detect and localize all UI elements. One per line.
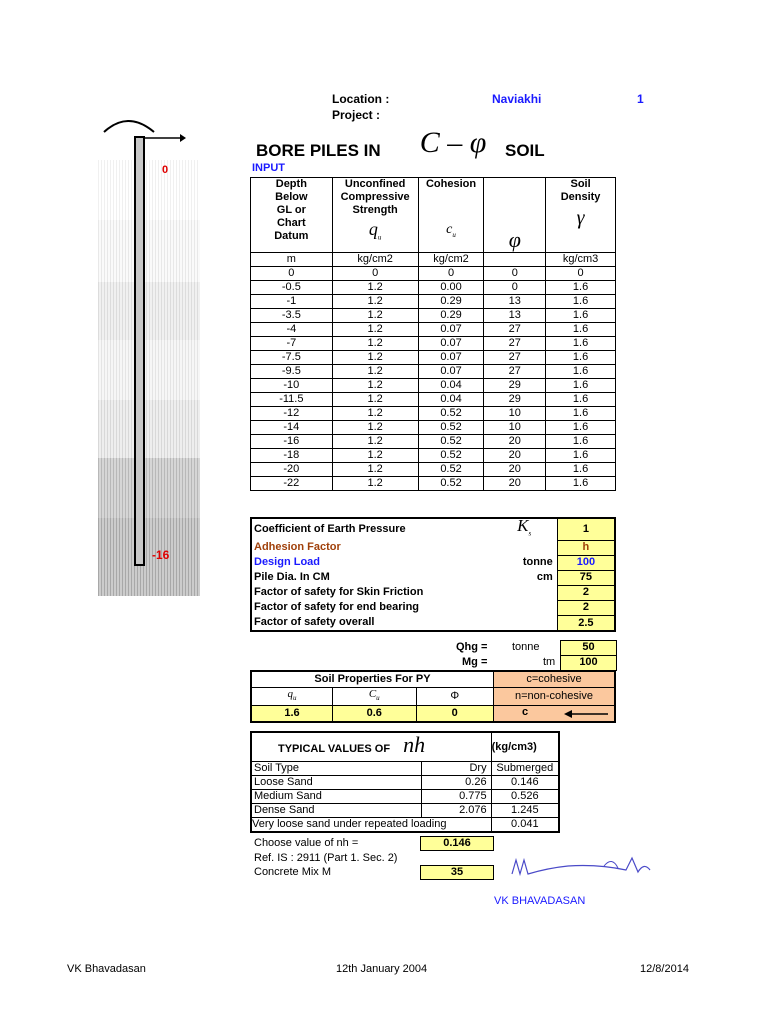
nh-row <box>251 776 559 790</box>
soil-table-cell[interactable]: 1.6 <box>546 281 616 295</box>
parameter-value[interactable]: 75 <box>557 570 615 585</box>
header-line: Chart <box>276 217 306 229</box>
soil-table-cell[interactable]: 1.6 <box>546 379 616 393</box>
soil-table-cell[interactable]: 0.00 <box>418 281 484 295</box>
parameter-value[interactable]: 1 <box>557 518 615 540</box>
soil-table-cell[interactable]: 1.6 <box>546 365 616 379</box>
soil-table-cell[interactable]: 0.52 <box>418 421 484 435</box>
soil-table-cell[interactable]: 0.07 <box>418 323 484 337</box>
nh-title: TYPICAL VALUES OF <box>278 743 391 755</box>
nh-row <box>251 790 559 804</box>
soil-table-cell[interactable]: 1.2 <box>332 365 418 379</box>
pile-shaft <box>134 136 145 566</box>
soil-table-cell[interactable]: 20 <box>484 435 546 449</box>
mg-label: Mg = <box>462 656 488 668</box>
soil-table-cell[interactable]: 1.6 <box>546 393 616 407</box>
soil-table-row <box>251 267 616 281</box>
parameter-unit <box>496 540 558 555</box>
header-cohesion <box>418 178 484 253</box>
soil-table-cell[interactable]: 29 <box>484 393 546 407</box>
soil-table-cell[interactable]: 20 <box>484 449 546 463</box>
page-title: BORE PILES IN <box>256 141 381 160</box>
soil-table-cell[interactable]: 20 <box>484 463 546 477</box>
soil-table-row <box>251 309 616 323</box>
soil-table-cell[interactable]: 1.6 <box>546 449 616 463</box>
nh-cell: Medium Sand <box>251 790 422 804</box>
parameter-row <box>251 540 615 555</box>
py-header-cu: $C_u$ <box>333 688 416 706</box>
soil-table-cell[interactable]: 0.52 <box>418 463 484 477</box>
nh-cell: Loose Sand <box>251 776 422 790</box>
parameter-row <box>251 585 615 600</box>
soil-table-body <box>251 267 616 491</box>
header-line: Datum <box>274 230 309 242</box>
nh-row <box>251 762 559 776</box>
soil-table-cell[interactable]: 1.2 <box>332 435 418 449</box>
soil-table-cell[interactable]: -7 <box>251 337 333 351</box>
soil-table-header-row <box>251 178 616 253</box>
py-header-qu: $q_u$ <box>251 688 333 706</box>
soil-table-cell[interactable]: 0.07 <box>418 351 484 365</box>
soil-table-row <box>251 365 616 379</box>
header-line: GL or <box>276 204 306 216</box>
py-properties-table <box>250 670 616 723</box>
soil-table-cell[interactable]: -20 <box>251 463 333 477</box>
header-phi <box>484 178 546 253</box>
soil-table-row <box>251 393 616 407</box>
parameter-row <box>251 570 615 585</box>
header-line: Unconfined <box>344 178 406 190</box>
soil-table-cell[interactable]: 1.6 <box>546 477 616 491</box>
title-soil: SOIL <box>505 141 545 160</box>
parameter-unit: tonne <box>522 556 553 569</box>
soil-table-cell[interactable]: 1.2 <box>332 323 418 337</box>
soil-table-cell[interactable]: -11.5 <box>251 393 333 407</box>
soil-table-cell[interactable]: 1.2 <box>332 421 418 435</box>
py-value-phi[interactable]: 0 <box>416 706 493 723</box>
py-value-qu[interactable]: 1.6 <box>251 706 333 723</box>
parameter-row <box>251 555 615 570</box>
parameter-label: Coefficient of Earth Pressure <box>254 523 406 536</box>
parameter-unit: cm <box>536 571 553 584</box>
nh-cell: 0.26 <box>422 776 492 790</box>
soil-table-cell[interactable]: 0.04 <box>418 393 484 407</box>
soil-layer-3 <box>98 282 200 340</box>
soil-layer-1 <box>98 160 200 220</box>
soil-table-cell[interactable]: 1.2 <box>332 407 418 421</box>
soil-table-row <box>251 281 616 295</box>
soil-table-cell[interactable]: 1.2 <box>332 449 418 463</box>
gamma-symbol: γ <box>576 207 585 229</box>
soil-table-cell[interactable]: 10 <box>484 421 546 435</box>
qhg-value[interactable]: 50 <box>560 640 617 656</box>
signature-name: VK BHAVADASAN <box>494 895 586 907</box>
py-legend-cohesive: c=cohesive <box>493 671 615 688</box>
soil-layer-2 <box>98 220 200 282</box>
soil-table-row <box>251 477 616 491</box>
parameter-label: Factor of safety overall <box>254 616 375 629</box>
soil-table-cell[interactable]: 1.6 <box>546 463 616 477</box>
soil-table-cell[interactable]: 0.52 <box>418 435 484 449</box>
soil-table-row <box>251 295 616 309</box>
soil-input-table <box>250 177 616 491</box>
nh-cell: Dense Sand <box>251 804 422 818</box>
soil-table-cell[interactable]: 1.2 <box>332 295 418 309</box>
footer-author: VK Bhavadasan <box>67 963 146 975</box>
pile-diagram <box>98 160 200 596</box>
unit-cell: m <box>251 253 333 267</box>
soil-table-cell[interactable]: 0 <box>332 267 418 281</box>
parameter-label: Factor of safety for end bearing <box>254 601 420 614</box>
footer-print-date: 12/8/2014 <box>640 963 689 975</box>
header-line: Strength <box>352 204 398 216</box>
soil-table-cell[interactable]: 0 <box>418 267 484 281</box>
nh-cell: Soil Type <box>251 762 422 776</box>
nh-cell: Submerged <box>491 762 559 776</box>
reference: Ref. IS : 2911 (Part 1. Sec. 2) <box>254 852 398 864</box>
soil-table-row <box>251 435 616 449</box>
soil-table-cell[interactable]: 0.07 <box>418 365 484 379</box>
soil-table-cell[interactable]: -3.5 <box>251 309 333 323</box>
cu-symbol: $c_u$ <box>446 222 456 239</box>
soil-table-cell[interactable]: 27 <box>484 337 546 351</box>
header-depth <box>251 178 333 253</box>
header-line: Compressive <box>340 191 410 203</box>
soil-table-cell[interactable]: 1.2 <box>332 463 418 477</box>
header-line: Depth <box>275 178 307 190</box>
header-line: Soil <box>570 178 591 190</box>
soil-table-cell[interactable]: 1.6 <box>546 323 616 337</box>
parameter-label: Pile Dia. In CM <box>254 571 330 584</box>
soil-table-row <box>251 379 616 393</box>
soil-table-cell[interactable]: 0.52 <box>418 449 484 463</box>
soil-table-cell[interactable]: 0.29 <box>418 309 484 323</box>
nh-cell: 1.245 <box>491 804 559 818</box>
nh-last-row-label: Very loose sand under repeated loading <box>251 818 491 833</box>
location-label: Location : <box>332 92 390 106</box>
soil-table-cell[interactable]: 1.6 <box>546 435 616 449</box>
choose-nh-label: Choose value of nh = <box>254 837 359 849</box>
parameter-unit <box>496 518 558 540</box>
parameter-row <box>251 600 615 615</box>
choose-nh-value[interactable]: 0.146 <box>420 836 494 851</box>
pile-top-depth: 0 <box>162 164 169 176</box>
soil-table-cell[interactable]: -22 <box>251 477 333 491</box>
project-label: Project : <box>332 108 381 122</box>
nh-cell: 0.526 <box>491 790 559 804</box>
soil-table-cell[interactable]: 27 <box>484 323 546 337</box>
soil-table-cell[interactable]: -16 <box>251 435 333 449</box>
soil-layer-4 <box>98 340 200 400</box>
soil-layer-6 <box>98 458 200 518</box>
soil-table-cell[interactable]: 1.2 <box>332 351 418 365</box>
title-formula: C – φ <box>419 126 487 159</box>
footer-date: 12th January 2004 <box>336 963 428 975</box>
mg-value[interactable]: 100 <box>560 655 617 671</box>
unit-cell: kg/cm2 <box>418 253 484 267</box>
soil-table-cell[interactable]: 1.2 <box>332 309 418 323</box>
soil-table-cell[interactable]: 1.6 <box>546 295 616 309</box>
nh-cell: 0.775 <box>422 790 492 804</box>
py-header-phi: Φ <box>416 688 493 706</box>
soil-table-cell[interactable]: -0.5 <box>251 281 333 295</box>
soil-table-cell[interactable]: 29 <box>484 379 546 393</box>
soil-table-cell[interactable]: 10 <box>484 407 546 421</box>
left-arrow-icon <box>564 709 608 719</box>
unit-cell: kg/cm2 <box>332 253 418 267</box>
nh-symbol: nh <box>403 732 426 757</box>
qhg-unit: tonne <box>512 641 540 653</box>
soil-table-cell[interactable]: 0.04 <box>418 379 484 393</box>
soil-table-cell[interactable]: -9.5 <box>251 365 333 379</box>
pile-bottom-depth: -16 <box>152 548 170 562</box>
qu-symbol: $q_u$ <box>368 219 382 242</box>
soil-table-cell[interactable]: -12 <box>251 407 333 421</box>
soil-table-cell[interactable]: -10 <box>251 379 333 393</box>
soil-table-cell[interactable]: 0 <box>546 267 616 281</box>
header-line: Below <box>275 191 308 203</box>
parameter-row <box>251 615 615 631</box>
py-type-cell <box>493 706 615 723</box>
soil-table-row <box>251 337 616 351</box>
concrete-mix-value[interactable]: 35 <box>420 865 494 880</box>
ks-symbol: $K_s$ <box>517 516 532 538</box>
soil-table-cell[interactable]: 0 <box>484 281 546 295</box>
soil-table-cell[interactable]: 0.52 <box>418 477 484 491</box>
parameter-unit <box>496 600 558 615</box>
parameter-value[interactable]: 2 <box>557 600 615 615</box>
parameter-unit <box>496 585 558 600</box>
header-line: Density <box>560 191 601 203</box>
soil-table-cell[interactable]: 1.6 <box>546 309 616 323</box>
soil-table-cell[interactable]: -4 <box>251 323 333 337</box>
nh-cell: 0.146 <box>491 776 559 790</box>
soil-table-cell[interactable]: -1 <box>251 295 333 309</box>
signature-image <box>508 848 658 888</box>
header-line: Cohesion <box>425 178 477 190</box>
soil-table-cell[interactable]: 1.6 <box>546 421 616 435</box>
py-value-cu[interactable]: 0.6 <box>333 706 416 723</box>
soil-table-cell[interactable]: 0.07 <box>418 337 484 351</box>
header-ucs <box>332 178 418 253</box>
qhg-label: Qhg = <box>456 641 488 653</box>
soil-table-cell[interactable]: 1.6 <box>546 407 616 421</box>
soil-table-cell[interactable]: 1.2 <box>332 379 418 393</box>
py-legend-noncohesive: n=non-cohesive <box>493 688 615 706</box>
header-density <box>546 178 616 253</box>
soil-table-cell[interactable]: 27 <box>484 365 546 379</box>
soil-table-row <box>251 449 616 463</box>
parameters-table <box>250 517 616 632</box>
soil-table-cell[interactable]: 1.6 <box>546 351 616 365</box>
soil-table-cell[interactable]: 27 <box>484 351 546 365</box>
soil-table-row <box>251 463 616 477</box>
soil-layer-7 <box>98 518 200 596</box>
nh-cell: Dry <box>422 762 492 776</box>
parameter-value[interactable]: 2 <box>557 585 615 600</box>
soil-table-cell[interactable]: 1.2 <box>332 477 418 491</box>
soil-table-row <box>251 407 616 421</box>
input-label: INPUT <box>252 162 285 174</box>
py-type-value[interactable]: c <box>521 706 529 719</box>
soil-table-cell[interactable]: 13 <box>484 309 546 323</box>
soil-table-cell[interactable]: 0.29 <box>418 295 484 309</box>
soil-layer-5 <box>98 400 200 458</box>
parameter-row <box>251 518 615 540</box>
soil-table-cell[interactable]: 0 <box>484 267 546 281</box>
parameter-label: Factor of safety for Skin Friction <box>254 586 424 599</box>
mg-unit: tm <box>543 656 556 668</box>
soil-table-units-row <box>251 253 616 267</box>
soil-table-cell[interactable]: -14 <box>251 421 333 435</box>
nh-cell: 2.076 <box>422 804 492 818</box>
soil-table-row <box>251 351 616 365</box>
nh-unit: (kg/cm3) <box>491 732 559 762</box>
parameter-label: Design Load <box>254 556 321 569</box>
soil-table-row <box>251 323 616 337</box>
concrete-mix-label: Concrete Mix M <box>254 866 332 878</box>
soil-table-cell[interactable]: 1.2 <box>332 393 418 407</box>
soil-table-cell[interactable]: 1.2 <box>332 337 418 351</box>
soil-table-row <box>251 421 616 435</box>
soil-table-cell[interactable]: 1.6 <box>546 337 616 351</box>
phi-symbol: φ <box>508 227 521 252</box>
parameter-label: Adhesion Factor <box>254 541 341 554</box>
soil-table-cell[interactable]: -7.5 <box>251 351 333 365</box>
py-title: Soil Properties For PY <box>251 671 493 688</box>
parameter-value[interactable]: 100 <box>557 555 615 570</box>
soil-table-cell[interactable]: 1.2 <box>332 281 418 295</box>
location-value: Naviakhi <box>492 92 542 106</box>
soil-table-cell[interactable]: 20 <box>484 477 546 491</box>
parameter-value[interactable]: h <box>557 540 615 555</box>
soil-table-cell[interactable]: 0 <box>251 267 333 281</box>
unit-cell <box>484 253 546 267</box>
nh-row <box>251 804 559 818</box>
soil-table-cell[interactable]: 0.52 <box>418 407 484 421</box>
soil-table-cell[interactable]: -18 <box>251 449 333 463</box>
nh-title-cell <box>251 732 491 762</box>
soil-table-cell[interactable]: 13 <box>484 295 546 309</box>
location-number: 1 <box>637 92 644 106</box>
unit-cell: kg/cm3 <box>546 253 616 267</box>
parameter-value[interactable]: 2.5 <box>557 615 615 631</box>
parameter-unit <box>496 615 558 631</box>
nh-table <box>250 731 560 833</box>
nh-last-row-value: 0.041 <box>491 818 559 833</box>
